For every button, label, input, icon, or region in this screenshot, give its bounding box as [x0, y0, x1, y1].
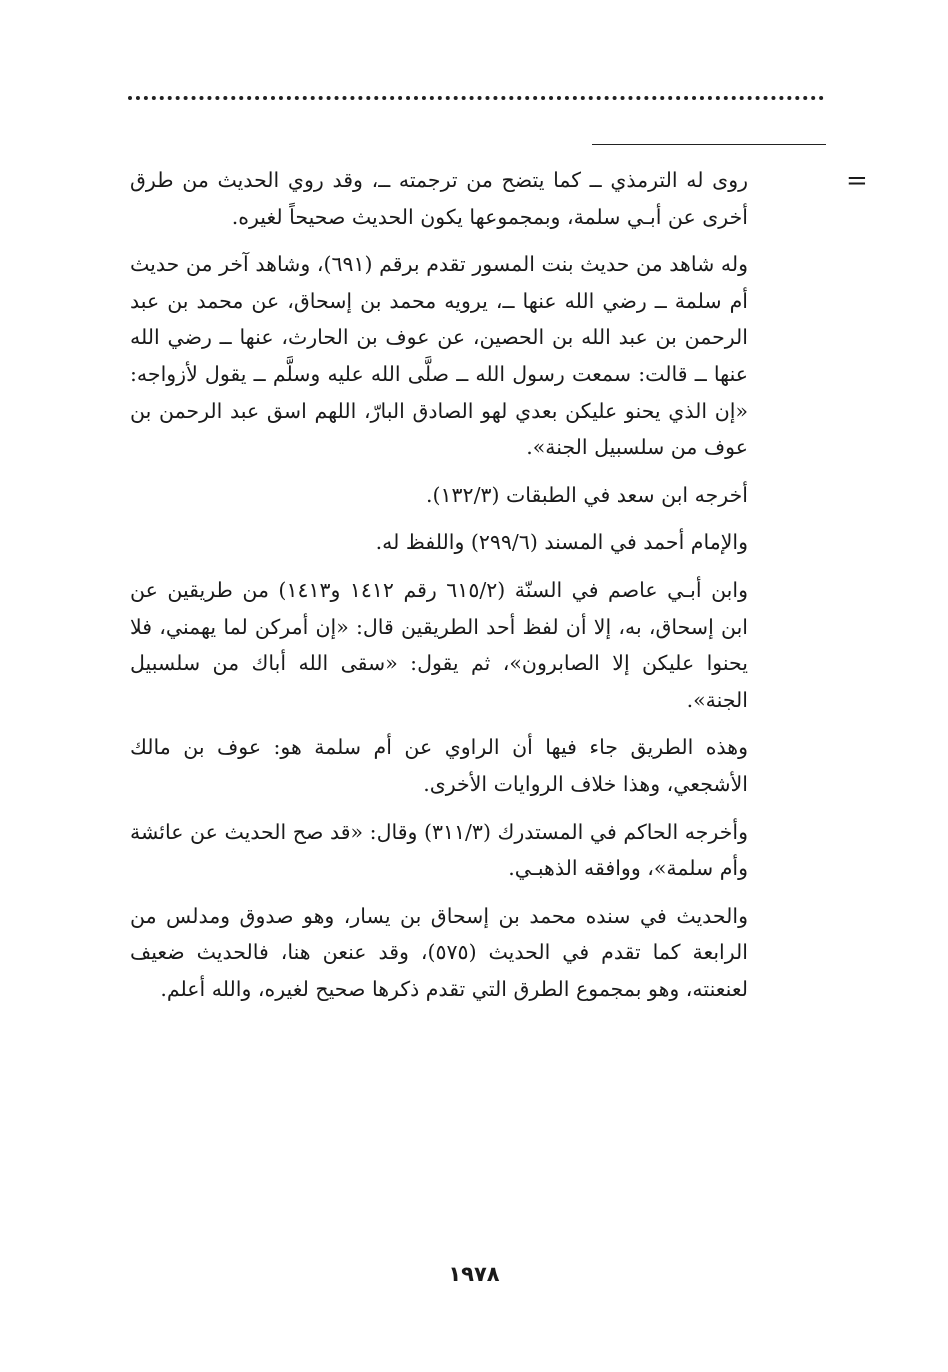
page-number: ١٩٧٨ — [448, 1262, 500, 1286]
paragraph: أخرجه ابن سعد في الطبقات (١٣٢/٣). — [426, 482, 748, 507]
paragraph: والإمام أحمد في المسند (٢٩٩/٦) واللفظ له. — [375, 530, 748, 555]
paragraph: روى له الترمذي ــ كما يتضح من ترجمته ــ، وقد روي الحديث من طرق أخرى عن أبـي سلمة، وبمجموعها يكون الحديث صحيحاً لغيره. — [130, 168, 748, 229]
paragraph: وأخرجه الحاكم في المستدرك (٣١١/٣) وقال: «قد صح الحديث عن عائشة وأم سلمة»، ووافقه الذهبـي. — [130, 819, 748, 881]
paragraph: وابن أبـي عاصم في السنّة (٦١٥/٢ رقم ١٤١٢ و١٤١٣) من طريقين عن ابن إسحاق، به، إلا أن لفظ أحد الطريقين قال: «إن أمركن لما يهمني، فلا يحنوا عليكن إلا الصابرون»، ثم يقول: «سقى الله أباك من سلسبيل الجنة». — [130, 577, 748, 712]
paragraph: وله شاهد من حديث بنت المسور تقدم برقم (٦٩١)، وشاهد آخر من حديث أم سلمة ــ رضي الله عنها ــ، يرويه محمد بن إسحاق، عن محمد بن عبد الرحمن بن عبد الله بن الحصين، عن عوف بن الحارث، عنها ــ رضي الله عنها ــ قالت: سمعت رسول الله ــ صلَّى الله عليه وسلَّم ــ يقول لأزواجه: «إن الذي يحنو عليكن بعدي لهو الصادق البارّ، اللهم اسق عبد الرحمن بن عوف من سلسبيل الجنة». — [130, 252, 749, 460]
footnote-rule — [592, 144, 826, 145]
paragraph: وهذه الطريق جاء فيها أن الراوي عن أم سلمة هو: عوف بن مالك الأشجعي، وهذا خلاف الروايات الأخرى. — [130, 735, 748, 796]
paragraph: والحديث في سنده محمد بن إسحاق بن يسار، وهو صدوق ومدلس من الرابعة كما تقدم في الحديث (٥٧٥)، وقد عنعن هنا، فالحديث ضعيف لعنعنته، وهو بمجموع الطرق التي تقدم ذكرها صحيح لغيره، والله أعلم. — [130, 903, 748, 1001]
continuation-mark: = — [846, 166, 868, 196]
footnote-text — [130, 162, 748, 1018]
dotted-separator — [128, 96, 824, 100]
